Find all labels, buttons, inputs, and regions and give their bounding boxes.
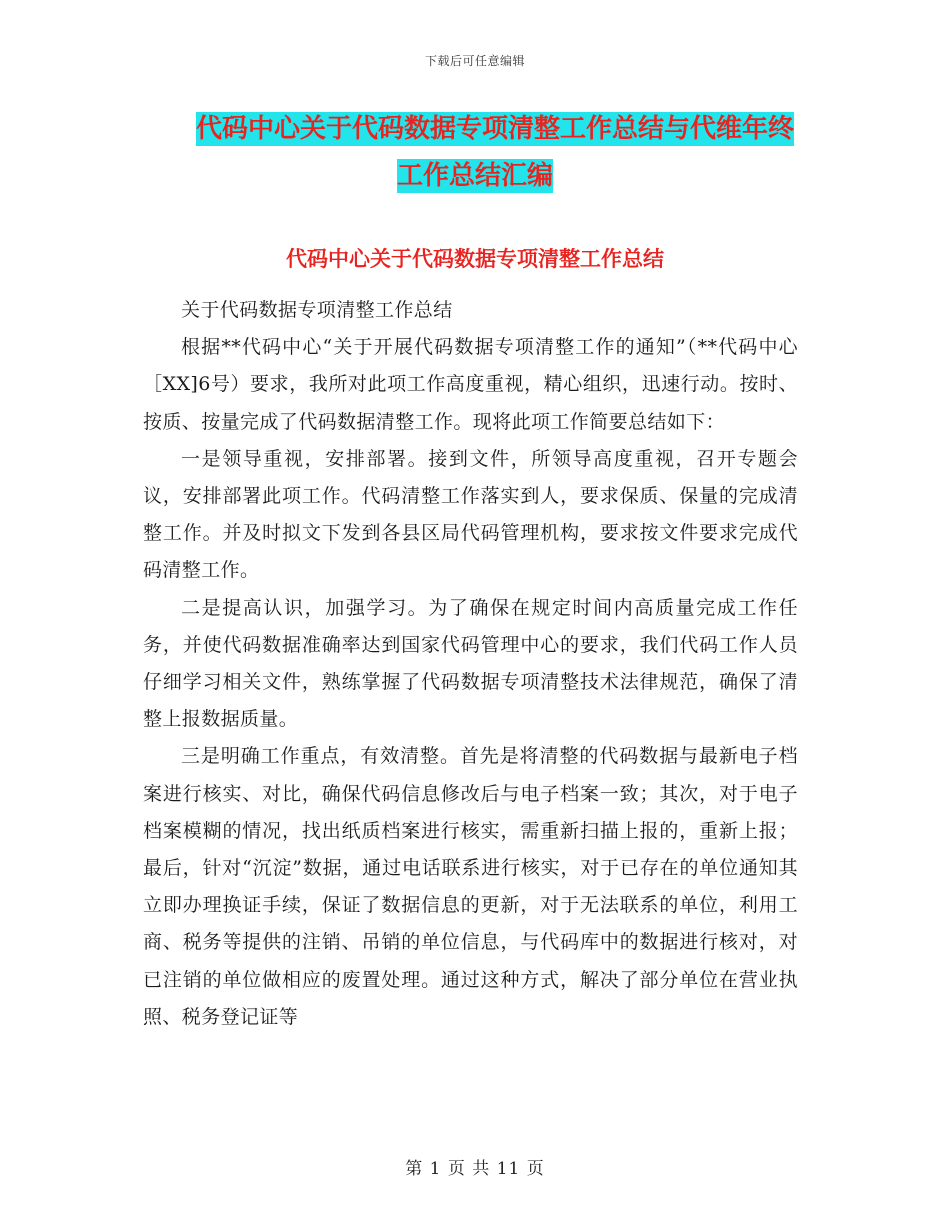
paragraph-subtitle: 关于代码数据专项清整工作总结 <box>181 299 453 321</box>
document-body <box>143 292 798 1036</box>
document-title-line-2: 工作总结汇编 <box>396 161 553 191</box>
page-number-footer: 第 1 页 共 11 页 <box>405 1159 545 1179</box>
paragraph: 一是领导重视，安排部署。接到文件，所领导高度重视，召开专题会议，安排部署此项工作。代码清整工作落实到人，要求保质、保量的完成清整工作。并及时拟文下发到各县区局代码管理机构，要求按文件要求完成代码清整工作。 <box>143 447 798 582</box>
paragraph: 三是明确工作重点，有效清整。首先是将清整的代码数据与最新电子档案进行核实、对比，确保代码信息修改后与电子档案一致；其次，对于电子档案模糊的情况，找出纸质档案进行核实，需重新扫描上报的，重新上报；最后，针对“沉淀”数据，通过电话联系进行核实，对于已存在的单位通知其立即办理换证手续，保证了数据信息的更新，对于无法联系的单位，利用工商、税务等提供的注销、吊销的单位信息，与代码库中的数据进行核对，对已注销的单位做相应的废置处理。通过这种方式，解决了部分单位在营业执照、税务登记证等 <box>143 745 798 1028</box>
document-title <box>0 106 950 200</box>
paragraph: 二是提高认识，加强学习。为了确保在规定时间内高质量完成工作任务，并使代码数据准确率达到国家代码管理中心的要求，我们代码工作人员仔细学习相关文件，熟练掌握了代码数据专项清整技术法律规范，确保了清整上报数据质量。 <box>143 596 798 731</box>
section-title: 代码中心关于代码数据专项清整工作总结 <box>286 247 664 271</box>
document-title-line-1: 代码中心关于代码数据专项清整工作总结与代维年终 <box>195 114 794 144</box>
paragraph: 根据**代码中心“关于开展代码数据专项清整工作的通知”（**代码中心［XX]6号）要求，我所对此项工作高度重视，精心组织，迅速行动。按时、按质、按量完成了代码数据清整工作。现将此项工作简要总结如下： <box>143 336 798 433</box>
page-header-note: 下载后可任意编辑 <box>424 54 525 68</box>
